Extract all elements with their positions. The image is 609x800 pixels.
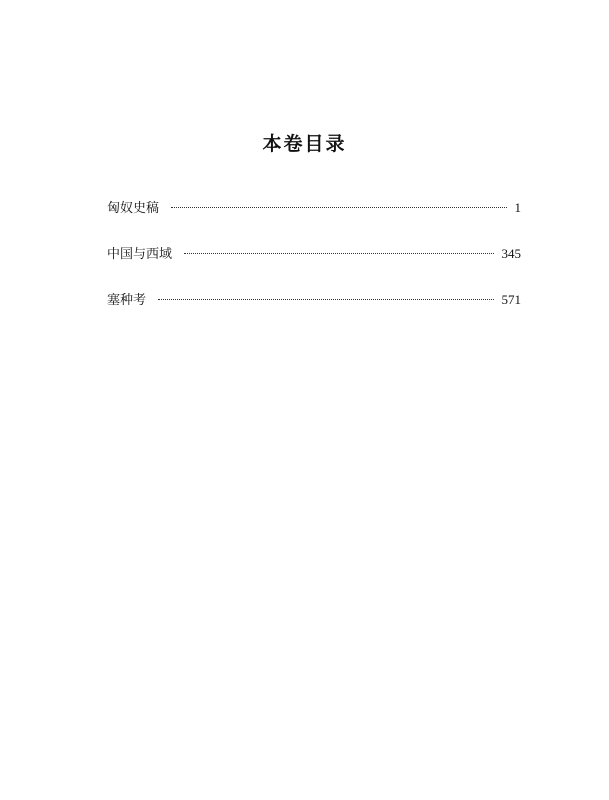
toc-entry-title: 塞种考 <box>107 293 147 308</box>
toc-entry-title: 中国与西域 <box>107 247 173 262</box>
toc-entry[interactable] <box>107 196 521 219</box>
dot-leader <box>158 299 493 300</box>
dot-leader <box>171 207 506 208</box>
toc-entry-page-number: 571 <box>501 292 521 307</box>
toc-entry-page-number: 1 <box>514 200 521 215</box>
toc-entry[interactable] <box>107 288 521 311</box>
page-title: 本卷目录 <box>262 133 347 155</box>
dot-leader <box>184 253 493 254</box>
toc-entry-title: 匈奴史稿 <box>107 201 160 216</box>
table-of-contents <box>107 196 521 334</box>
toc-entry-page-number: 345 <box>501 246 521 261</box>
toc-entry[interactable] <box>107 242 521 265</box>
